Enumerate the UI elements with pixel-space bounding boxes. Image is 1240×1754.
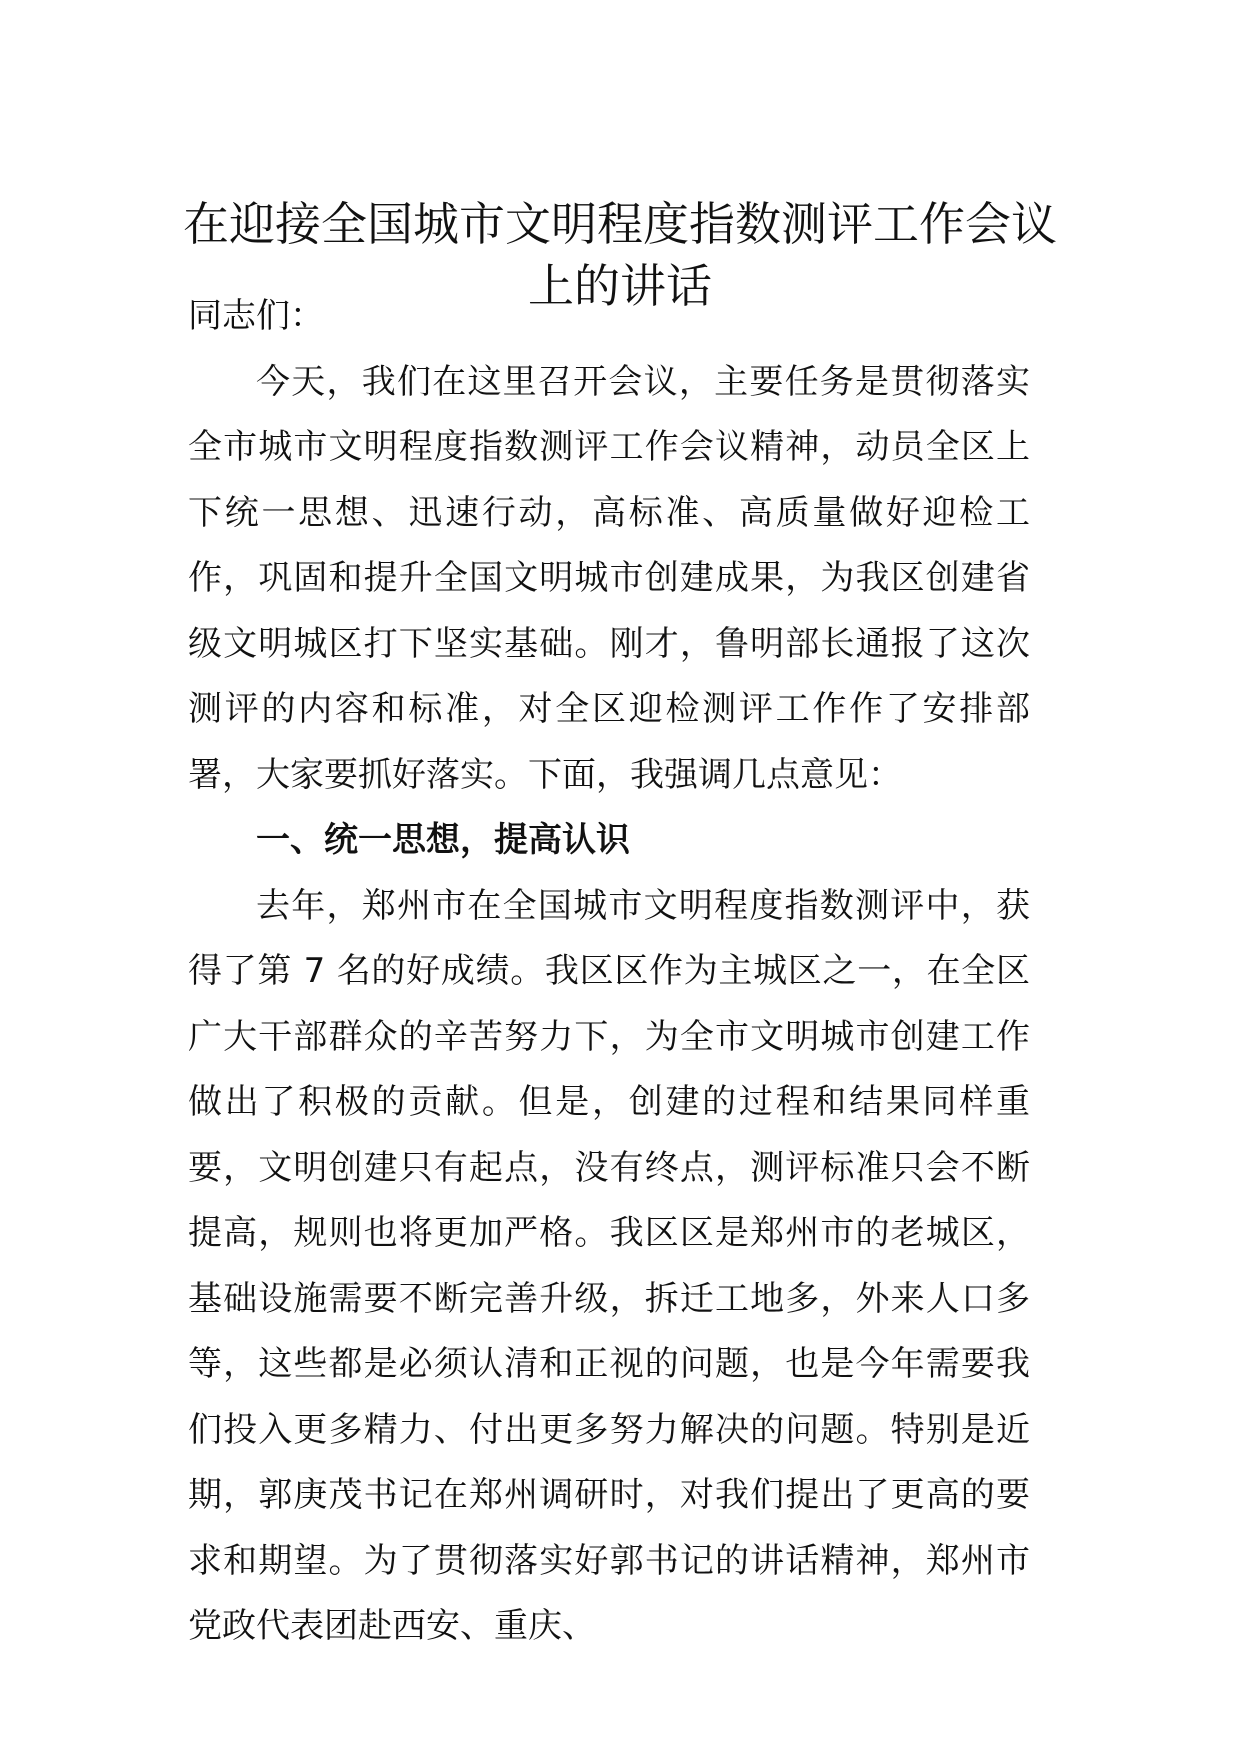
document-body — [188, 284, 1030, 1660]
title-line-2: 上的讲话 — [528, 258, 712, 313]
title-line-1: 在迎接全国城市文明程度指数测评工作会议 — [183, 196, 1057, 251]
paragraph-section-1: 去年，郑州市在全国城市文明程度指数测评中，获得了第 7 名的好成绩。我区区作为主城区之一，在全区广大干部群众的辛苦努力下，为全市文明城市创建工作做出了积极的贡献。但是，创建的过程和结果同样重要，文明创建只有起点，没有终点，测评标准只会不断提高，规则也将更加严格。我区区是郑州市的老城区，基础设施需要不断完善升级，拆迁工地多，外来人口多等，这些都是必须认清和正视的问题，也是今年需要我们投入更多精力、付出更多努力解决的问题。特别是近期，郭庚茂书记在郑州调研时，对我们提出了更高的要求和期望。为了贯彻落实好郭书记的讲话精神，郑州市党政代表团赴西安、重庆、 — [188, 885, 1030, 1646]
section-heading-1: 一、统一思想，提高认识 — [256, 820, 630, 860]
paragraph-intro: 今天，我们在这里召开会议，主要任务是贯彻落实全市城市文明程度指数测评工作会议精神，动员全区上下统一思想、迅速行动，高标准、高质量做好迎检工作，巩固和提升全国文明城市创建成果，为我区创建省级文明城区打下坚实基础。刚才，鲁明部长通报了这次测评的内容和标准，对全区迎检测评工作作了安排部署，大家要抓好落实。下面，我强调几点意见： — [188, 361, 1030, 795]
greeting: 同志们： — [188, 296, 324, 336]
